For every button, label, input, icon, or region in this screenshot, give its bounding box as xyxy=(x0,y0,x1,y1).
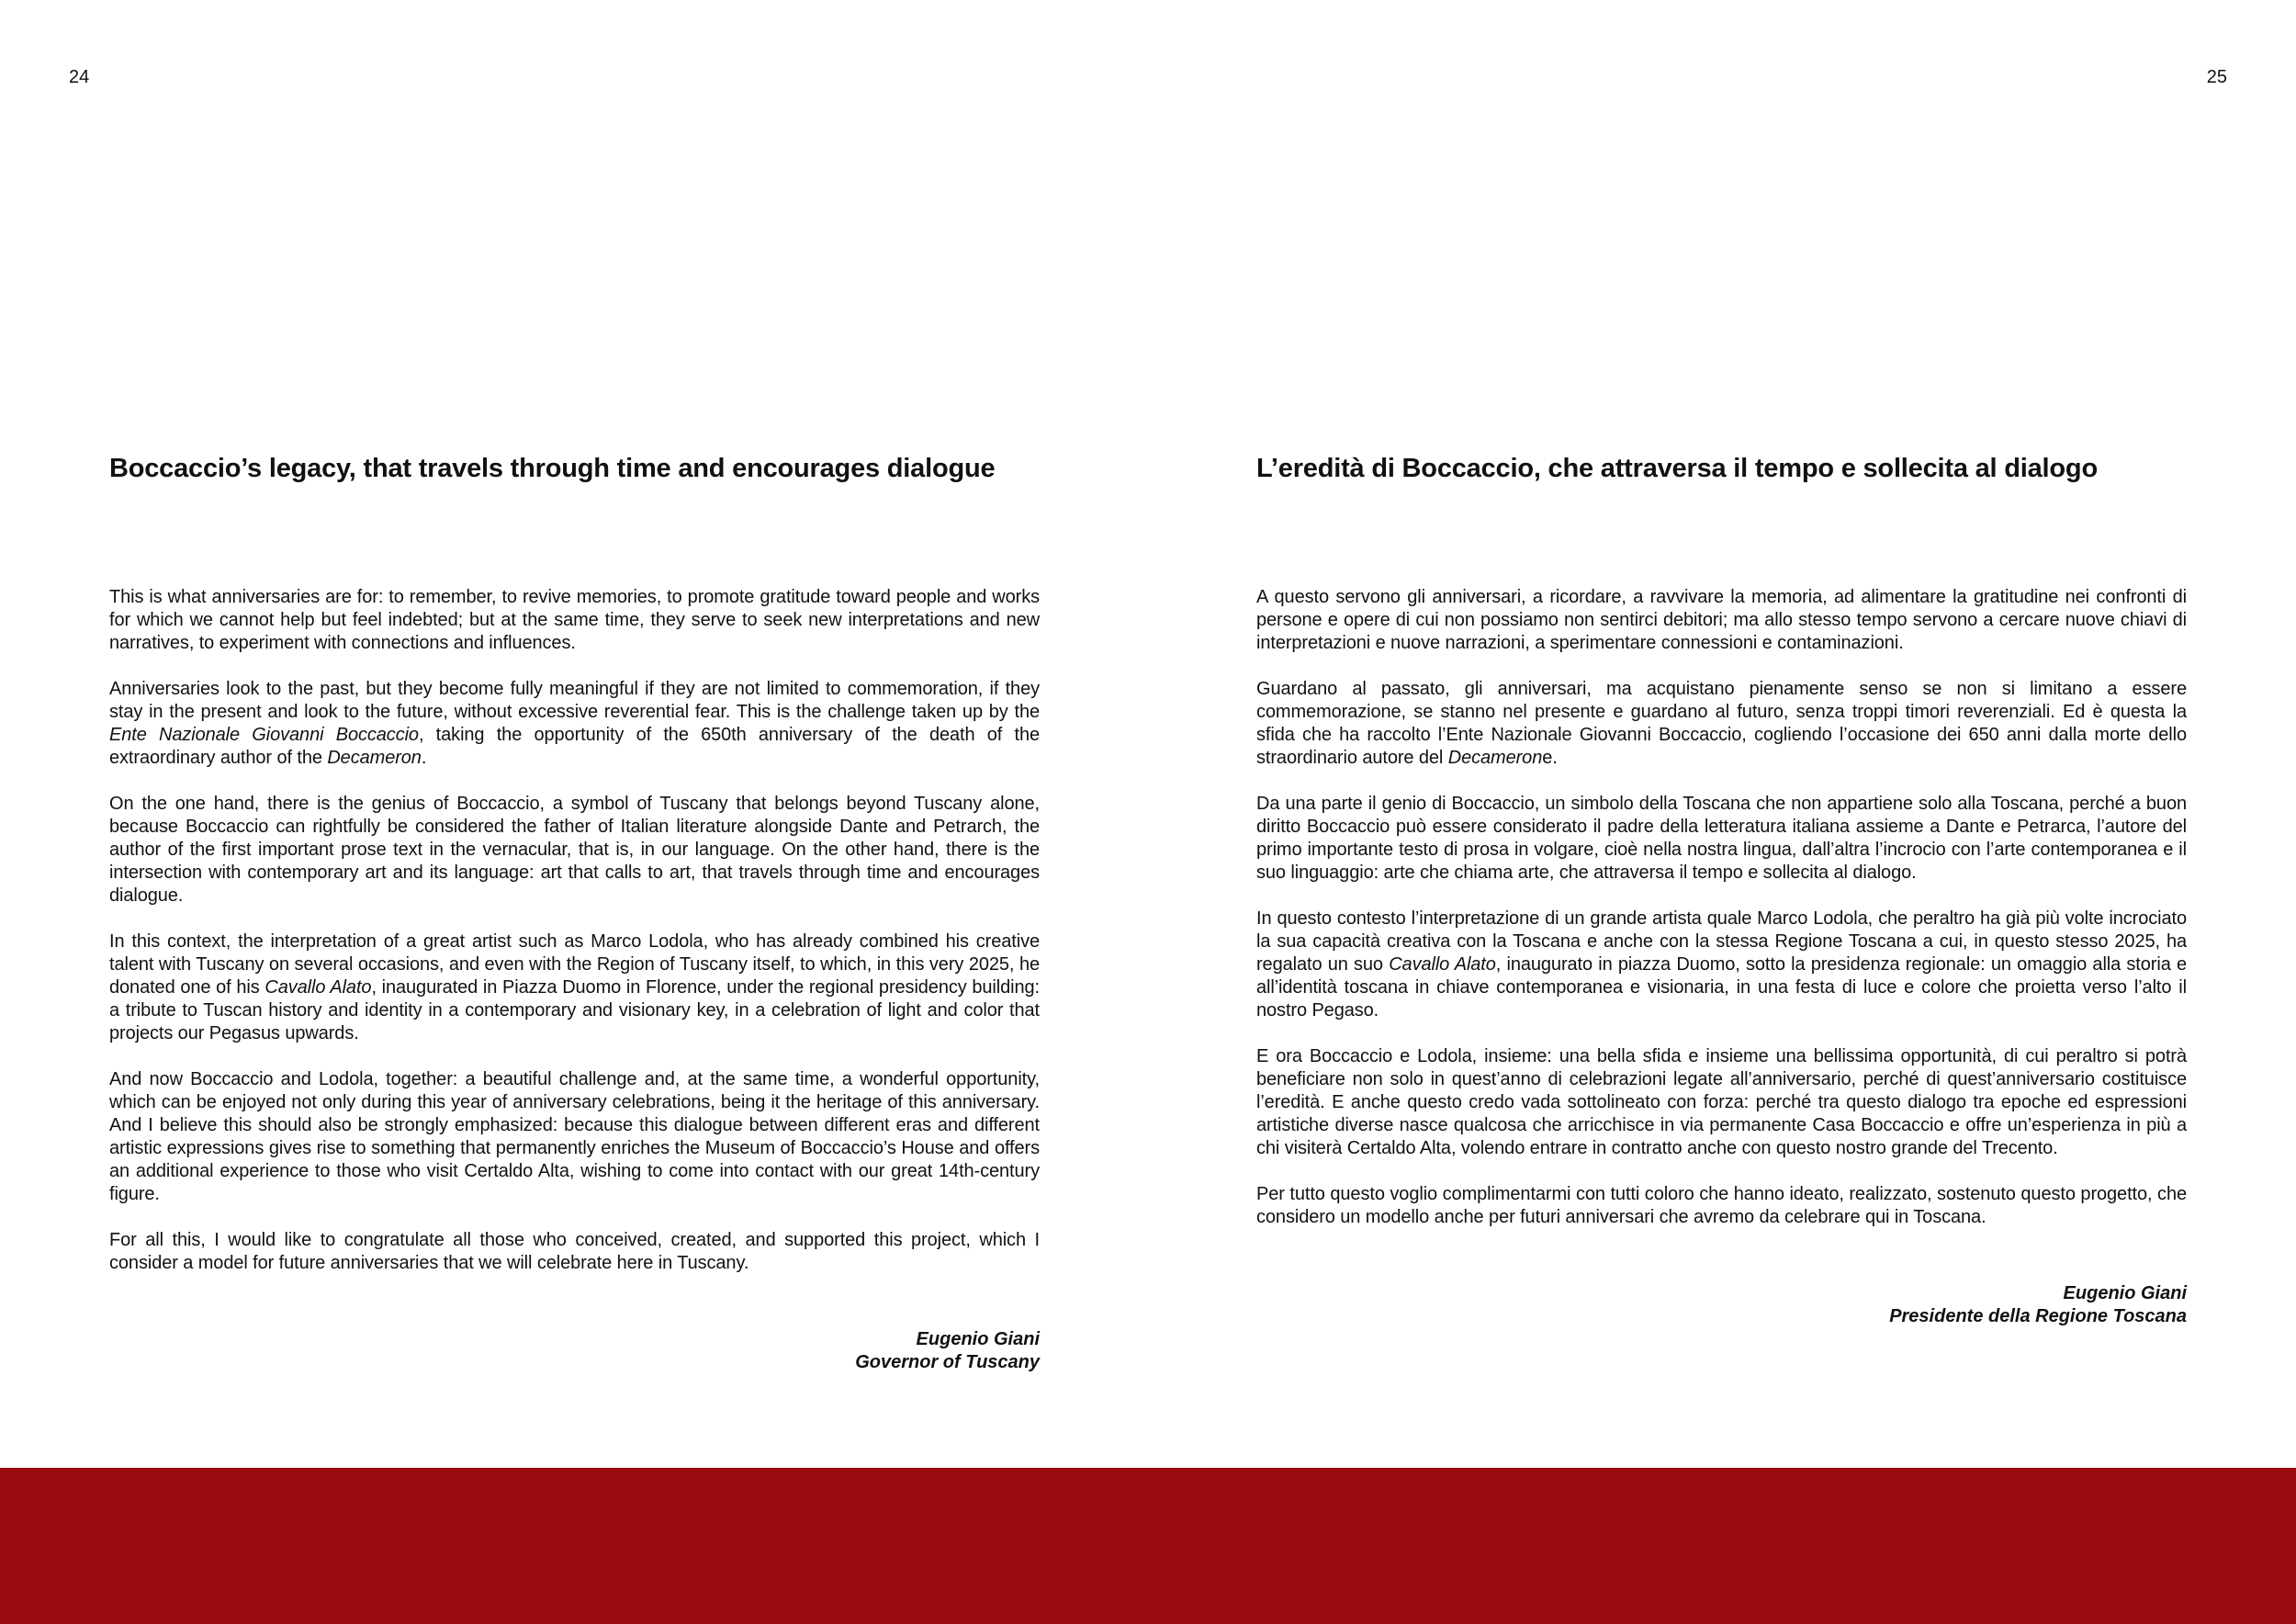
italian-paragraph-2 xyxy=(1256,678,2187,770)
english-paragraph-6: For all this, I would like to congratulate all those who conceived, created, and supported this project, which I consider a model for future anniversaries that we will celebrate here in Tuscany. xyxy=(109,1230,1040,1273)
english-paragraph-2 xyxy=(109,678,1040,770)
italian-signature-role: Presidente della Regione Toscana xyxy=(1889,1306,2187,1326)
english-p4-text-b: , inaugurated in Piazza Duomo in Florence, under the regional presidency building: a tribute to Tuscan history and identity in a contemporary and visionary key, in a celebration of light and color that projects our Pegasus upwards. xyxy=(109,977,1040,1043)
english-p4-italic-cavallo: Cavallo Alato xyxy=(264,977,372,998)
english-paragraph-4 xyxy=(109,930,1040,1045)
italian-paragraph-4 xyxy=(1256,908,2187,1022)
english-p2-italic-decameron: Decameron xyxy=(327,748,422,768)
english-p2-italic-ente: Ente Nazionale Giovanni Boccaccio xyxy=(109,725,419,745)
italian-title: L’eredità di Boccaccio, che attraversa il tempo e sollecita al dialogo xyxy=(1256,454,2098,483)
page-number-left: 24 xyxy=(69,67,90,87)
italian-p2-italic-decameron: Decameron xyxy=(1447,748,1543,768)
italian-paragraph-5: E ora Boccaccio e Lodola, insieme: una bella sfida e insieme una bellissima opportunità, di cui peraltro si potrà beneficiare non solo in quest’anno di celebrazioni legate all’anniversario, perché di quest’anniversario costituisce l’eredità. E anche questo credo vada sottolineato con forza: perché tra questo dialogo tra epoche ed espressioni artistiche diverse nasce qualcosa che arricchisce in via permanente Casa Boccaccio e offre un’esperienza in più a chi visiterà Certaldo Alta, volendo entrare in contratto anche con questo nostro grande del Trecento. xyxy=(1256,1046,2187,1158)
english-paragraph-5: And now Boccaccio and Lodola, together: a beautiful challenge and, at the same time, a wonderful opportunity, which can be enjoyed not only during this year of anniversary celebrations, being it the heritage of this anniversary. And I believe this should also be strongly emphasized: because this dialogue between different eras and different artistic expressions gives rise to something that permanently enriches the Museum of Boccaccio’s House and offers an additional experience to those who visit Certaldo Alta, wishing to come into contact with our great 14th-century figure. xyxy=(109,1069,1040,1204)
italian-p4-text-b: , inaugurato in piazza Duomo, sotto la presidenza regionale: un omaggio alla storia e all’identità toscana in chiave contemporanea e visionaria, in una festa di luce e colore che proietta verso l’alto il nostro Pegaso. xyxy=(1256,954,2187,1021)
english-column xyxy=(109,450,1040,1374)
page-number-right: 25 xyxy=(2206,67,2227,87)
italian-paragraph-3: Da una parte il genio di Boccaccio, un simbolo della Toscana che non appartiene solo alla Toscana, perché a buon diritto Boccaccio può essere considerato il padre della letteratura italiana assieme a Dante e Petrarca, l’autore del primo importante testo di prosa in volgare, cioè nella nostra lingua, dall’altra l’incrocio con l’arte contemporanea e il suo linguaggio: arte che chiama arte, che attraversa il tempo e sollecita al dialogo. xyxy=(1256,794,2187,883)
italian-signature xyxy=(1256,1282,2187,1328)
english-signature-name: Eugenio Giani xyxy=(916,1329,1040,1349)
english-p2-text-a: Anniversaries look to the past, but they become fully meaningful if they are not limited to commemoration, if they stay in the present and look to the future, without excessive reverential fear. This is the challenge taken up by the xyxy=(109,679,1040,722)
english-signature xyxy=(109,1328,1040,1374)
english-paragraph-3: On the one hand, there is the genius of Boccaccio, a symbol of Tuscany that belongs beyond Tuscany alone, because Boccaccio can rightfully be considered the father of Italian literature alongside Dante and Petrarch, the author of the first important prose text in the vernacular, that is, in our language. On the other hand, there is the intersection with contemporary art and its language: art that calls to art, that travels through time and encourages dialogue. xyxy=(109,794,1040,906)
english-signature-role: Governor of Tuscany xyxy=(855,1352,1040,1372)
italian-p4-italic-cavallo: Cavallo Alato xyxy=(1389,954,1496,975)
english-paragraph-1: This is what anniversaries are for: to remember, to revive memories, to promote gratitude toward people and works for which we cannot help but feel indebted; but at the same time, they serve to seek new interpretations and new narratives, to experiment with connections and influences. xyxy=(109,587,1040,653)
footer-color-band xyxy=(0,1468,2296,1624)
italian-paragraph-6: Per tutto questo voglio complimentarmi con tutti coloro che hanno ideato, realizzato, sostenuto questo progetto, che considero un modello anche per futuri anniversari che avremo da celebrare qui in Toscana. xyxy=(1256,1184,2187,1227)
english-p2-text-c: . xyxy=(421,748,427,768)
italian-column xyxy=(1256,450,2187,1328)
italian-paragraph-1: A questo servono gli anniversari, a ricordare, a ravvivare la memoria, ad alimentare la gratitudine nei confronti di persone e opere di cui non possiamo non sentirci debitori; ma allo stesso tempo servono a cercare nuove chiavi di interpretazioni e nuove narrazioni, a sperimentare connessioni e contaminazioni. xyxy=(1256,587,2187,653)
english-p4-text-a: In this context, the interpretation of a great artist such as Marco Lodola, who has already combined his creative talent with Tuscany on several occasions, and even with the Region of Tuscany itself, to which, in this very 2025, he donated one of his xyxy=(109,931,1040,998)
italian-p2-text-b: e. xyxy=(1542,748,1558,768)
italian-p2-text-a: Guardano al passato, gli anniversari, ma acquistano pienamente senso se non si limitano a essere commemorazione, se stanno nel presente e guardano al futuro, senza troppi timori reverenziali. Ed è questa la sfida che ha raccolto l’Ente Nazionale Giovanni Boccaccio, cogliendo l’occasione dei 650 anni dalla morte dello straordinario autore del xyxy=(1256,679,2187,768)
italian-p4-text-a: In questo contesto l’interpretazione di un grande artista quale Marco Lodola, che peraltro ha già più volte incrociato la sua capacità creativa con la Toscana e anche con la stessa Regione Toscana a cui, in questo stesso 2025, ha regalato un suo xyxy=(1256,908,2187,975)
italian-signature-name: Eugenio Giani xyxy=(2063,1283,2187,1303)
english-p2-text-b: , taking the opportunity of the 650th anniversary of the death of the extraordinary author of the xyxy=(109,725,1041,768)
english-title: Boccaccio’s legacy, that travels through time and encourages dialogue xyxy=(109,454,996,483)
italian-body xyxy=(1256,586,2187,1229)
english-body xyxy=(109,586,1040,1275)
